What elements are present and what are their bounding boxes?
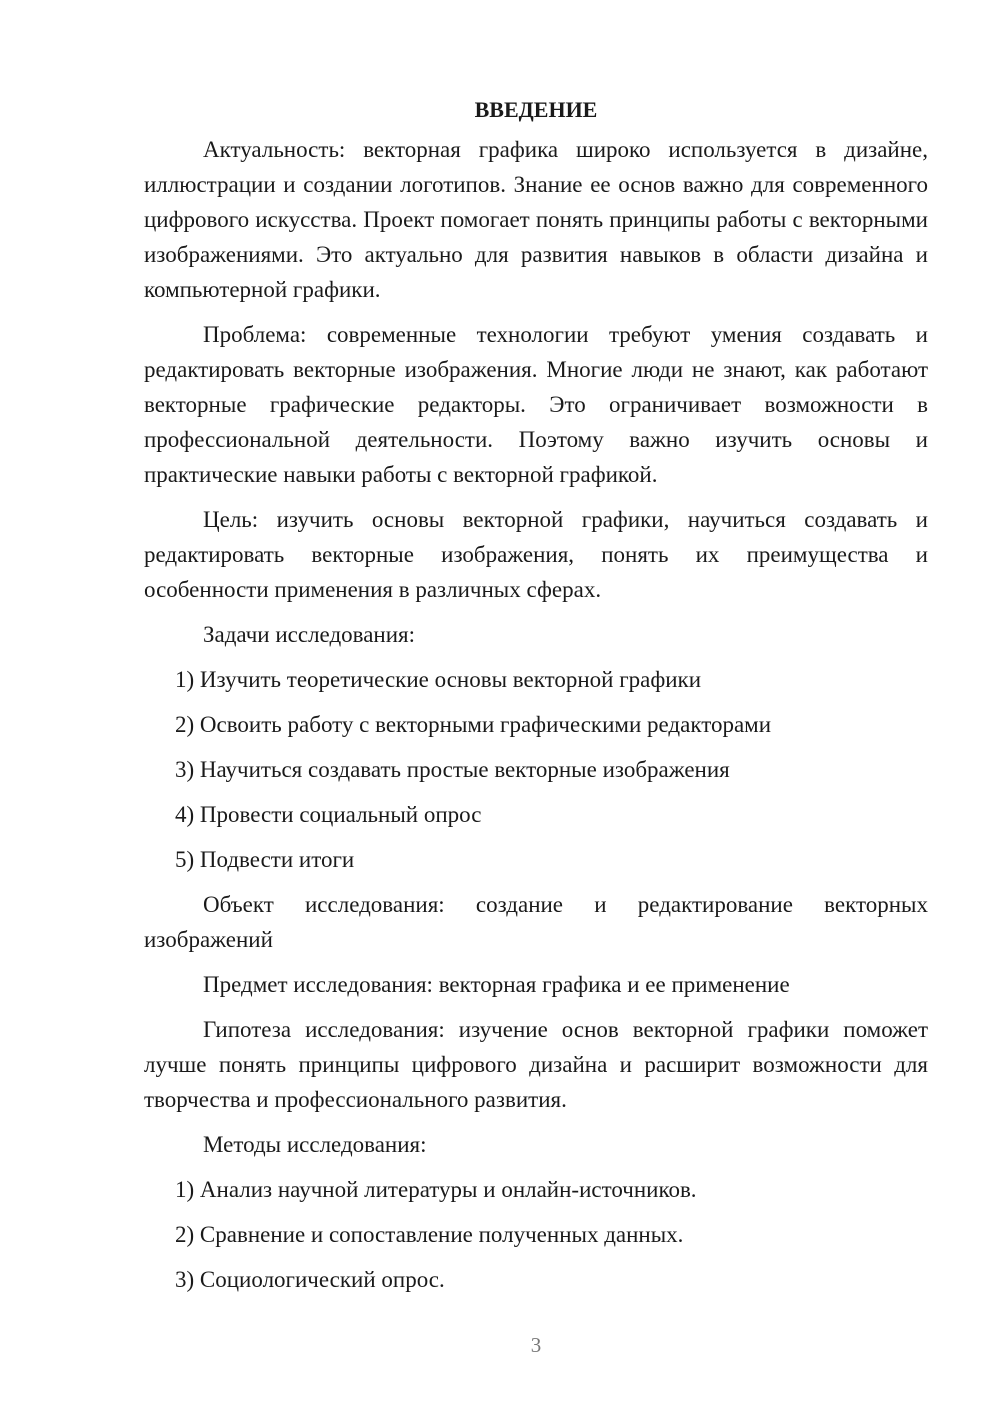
task-item: 3) Научиться создавать простые векторные изображения bbox=[175, 757, 730, 782]
task-item: 5) Подвести итоги bbox=[175, 847, 355, 872]
subject-paragraph: Предмет исследования: векторная графика и ее применение bbox=[203, 972, 790, 997]
problem-paragraph: Проблема: современные технологии требуют умения создавать и редактировать векторные изображения. Многие люди не знают, как работают векторные графические редакторы. Это ограничивает возможности в профессиональной деятельности. Поэтому важно изучить основы и практические навыки работы с векторной графикой. bbox=[144, 322, 928, 487]
hypothesis-paragraph: Гипотеза исследования: изучение основ векторной графики поможет лучше понять принципы цифрового дизайна и расширит возможности для творчества и профессионального развития. bbox=[144, 1017, 928, 1112]
page-content bbox=[144, 92, 928, 1307]
section-title: ВВЕДЕНИЕ bbox=[474, 97, 598, 122]
goal-paragraph: Цель: изучить основы векторной графики, научиться создавать и редактировать векторные изображения, понять их преимущества и особенности применения в различных сферах. bbox=[144, 507, 928, 602]
method-item: 2) Сравнение и сопоставление полученных данных. bbox=[175, 1222, 684, 1247]
object-paragraph: Объект исследования: создание и редактирование векторных изображений bbox=[144, 892, 928, 952]
task-item: 1) Изучить теоретические основы векторной графики bbox=[175, 667, 702, 692]
method-item: 1) Анализ научной литературы и онлайн-источников. bbox=[175, 1177, 697, 1202]
page-number: 3 bbox=[530, 1333, 542, 1357]
relevance-paragraph: Актуальность: векторная графика широко используется в дизайне, иллюстрации и создании логотипов. Знание ее основ важно для современного цифрового искусства. Проект помогает понять принципы работы с векторными изображениями. Это актуально для развития навыков в области дизайна и компьютерной графики. bbox=[144, 137, 928, 302]
method-item: 3) Социологический опрос. bbox=[175, 1267, 445, 1292]
tasks-heading: Задачи исследования: bbox=[203, 622, 416, 647]
task-item: 4) Провести социальный опрос bbox=[175, 802, 482, 827]
methods-heading: Методы исследования: bbox=[203, 1132, 427, 1157]
task-item: 2) Освоить работу с векторными графическими редакторами bbox=[175, 712, 772, 737]
